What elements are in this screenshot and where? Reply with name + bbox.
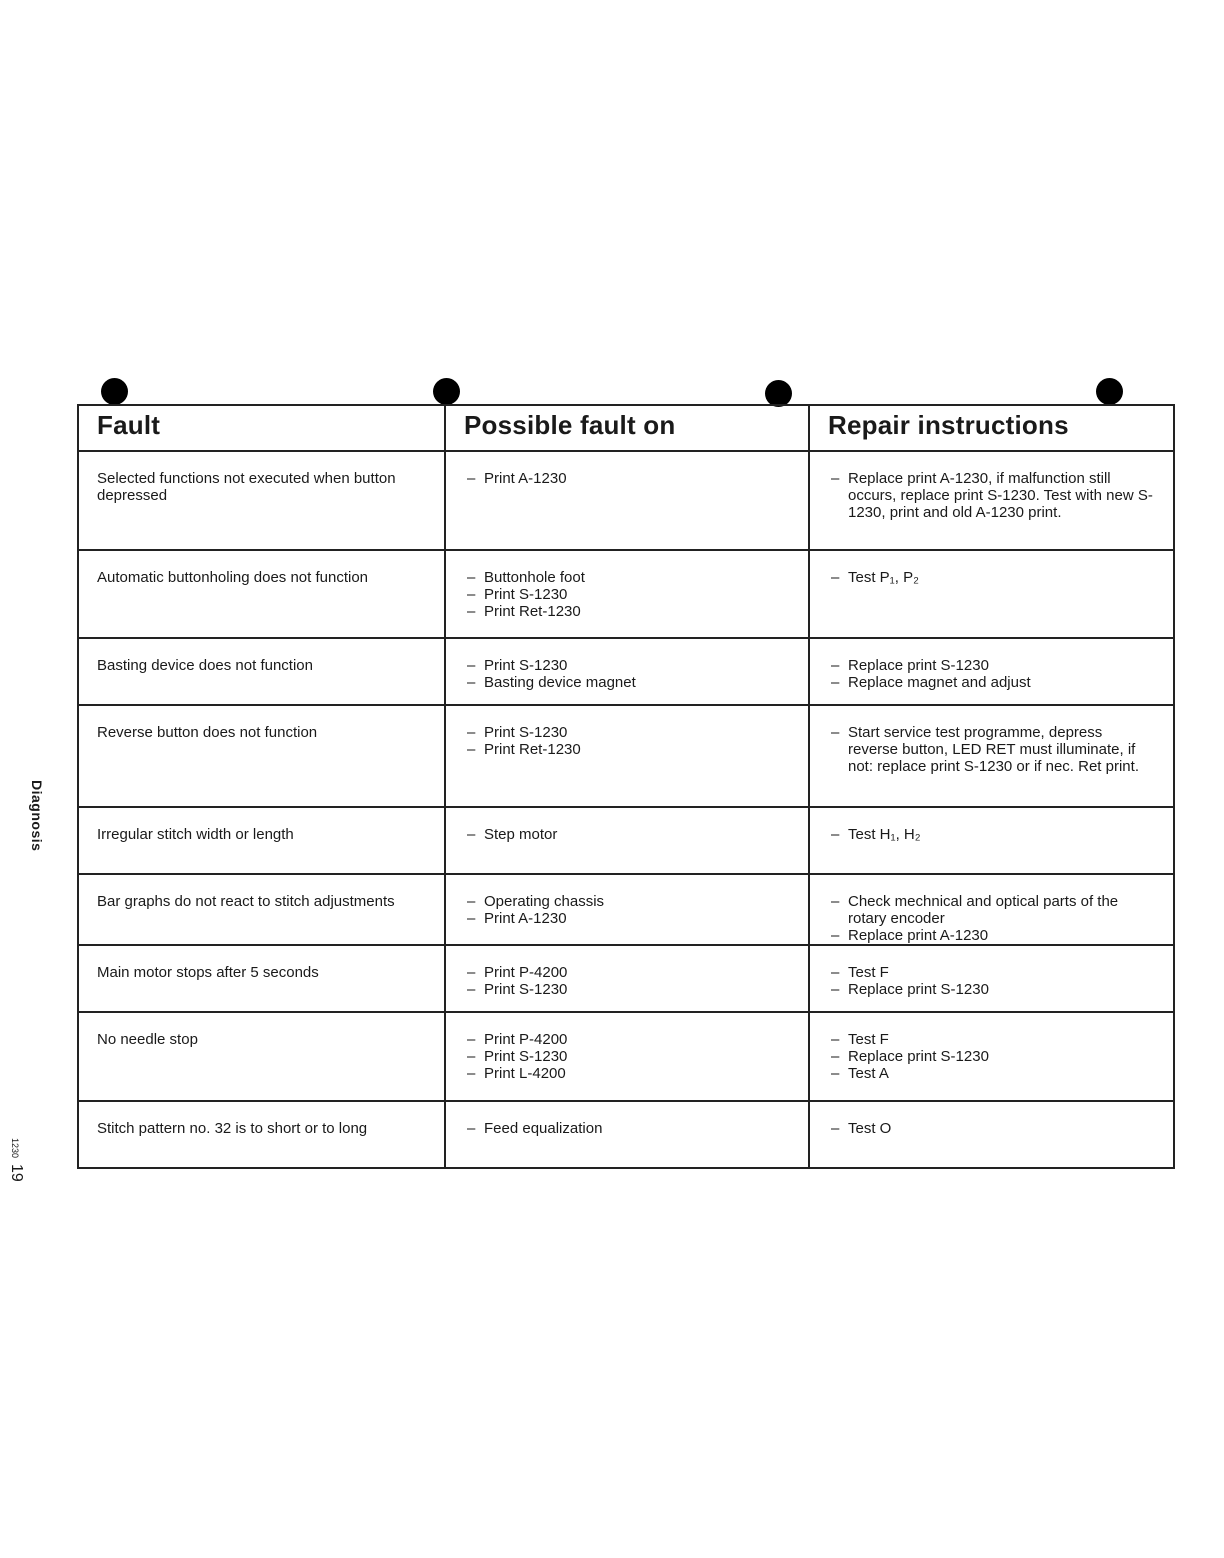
fault-cell: Reverse button does not function <box>78 705 445 807</box>
header-row <box>78 405 1174 451</box>
repair-cell <box>809 638 1174 705</box>
punch-hole <box>101 378 128 405</box>
header-possible-fault: Possible fault on <box>445 405 809 451</box>
page-footer <box>7 1138 25 1182</box>
repair-cell <box>809 451 1174 550</box>
repair-list <box>831 1120 1155 1137</box>
fault-cell: Basting device does not function <box>78 638 445 705</box>
cause-item: – Print A-1230 <box>467 470 790 487</box>
repair-item: – Replace print A-1230, if malfunction still occurs, replace print S-1230. Test with new S-1230, print and old A-1230 print. <box>831 470 1155 521</box>
repair-list <box>831 724 1155 775</box>
cause-item: – Operating chassis <box>467 893 790 910</box>
model-number: 1230 <box>10 1138 20 1159</box>
fault-table <box>77 404 1175 1169</box>
fault-cell: Irregular stitch width or length <box>78 807 445 874</box>
cause-list <box>467 826 790 843</box>
cause-list <box>467 657 790 691</box>
cause-item: – Print L-4200 <box>467 1065 790 1082</box>
repair-cell <box>809 705 1174 807</box>
repair-item: – Test F <box>831 1031 1155 1048</box>
repair-cell <box>809 807 1174 874</box>
repair-item: – Replace print S-1230 <box>831 1048 1155 1065</box>
cause-item: – Feed equalization <box>467 1120 790 1137</box>
repair-cell <box>809 945 1174 1012</box>
repair-item: – Replace magnet and adjust <box>831 674 1155 691</box>
repair-cell <box>809 874 1174 945</box>
repair-item: – Replace print A-1230 <box>831 927 1155 944</box>
fault-cell: Stitch pattern no. 32 is to short or to long <box>78 1101 445 1168</box>
cause-item: – Print S-1230 <box>467 657 790 674</box>
cause-item: – Print P-4200 <box>467 1031 790 1048</box>
repair-list <box>831 964 1155 998</box>
cause-list <box>467 470 790 487</box>
cause-list <box>467 964 790 998</box>
header-repair: Repair instructions <box>809 405 1174 451</box>
cause-item: – Print S-1230 <box>467 1048 790 1065</box>
cause-cell <box>445 807 809 874</box>
header-fault: Fault <box>78 405 445 451</box>
fault-cell: Bar graphs do not react to stitch adjustments <box>78 874 445 945</box>
repair-cell <box>809 1101 1174 1168</box>
cause-item: – Print S-1230 <box>467 586 790 603</box>
punch-hole <box>433 378 460 405</box>
table-row <box>78 638 1174 705</box>
punch-hole <box>765 380 792 407</box>
repair-list <box>831 893 1155 944</box>
cause-list <box>467 893 790 927</box>
cause-cell <box>445 945 809 1012</box>
cause-item: – Print S-1230 <box>467 981 790 998</box>
page-number: 19 <box>8 1164 25 1182</box>
repair-item: – Test H₁, H₂ <box>831 826 1155 843</box>
table-row <box>78 550 1174 638</box>
cause-item: – Basting device magnet <box>467 674 790 691</box>
repair-item: – Test F <box>831 964 1155 981</box>
cause-item: – Print S-1230 <box>467 724 790 741</box>
cause-cell <box>445 705 809 807</box>
repair-cell <box>809 1012 1174 1101</box>
table-row <box>78 705 1174 807</box>
fault-cell: Selected functions not executed when button depressed <box>78 451 445 550</box>
repair-item: – Test O <box>831 1120 1155 1137</box>
cause-item: – Print Ret-1230 <box>467 741 790 758</box>
repair-list <box>831 569 1155 586</box>
table-row <box>78 874 1174 945</box>
cause-cell <box>445 1012 809 1101</box>
table-body <box>78 451 1174 1168</box>
cause-item: – Print Ret-1230 <box>467 603 790 620</box>
repair-list <box>831 470 1155 521</box>
fault-cell: Main motor stops after 5 seconds <box>78 945 445 1012</box>
table-row <box>78 1012 1174 1101</box>
table-row <box>78 807 1174 874</box>
table-row <box>78 945 1174 1012</box>
cause-item: – Step motor <box>467 826 790 843</box>
punch-hole <box>1096 378 1123 405</box>
cause-item: – Print A-1230 <box>467 910 790 927</box>
repair-list <box>831 826 1155 843</box>
fault-cell: No needle stop <box>78 1012 445 1101</box>
cause-item: – Buttonhole foot <box>467 569 790 586</box>
cause-cell <box>445 638 809 705</box>
repair-item: – Check mechnical and optical parts of the rotary encoder <box>831 893 1155 927</box>
cause-list <box>467 724 790 758</box>
fault-cell: Automatic buttonholing does not function <box>78 550 445 638</box>
table-row <box>78 1101 1174 1168</box>
cause-list <box>467 1120 790 1137</box>
repair-cell <box>809 550 1174 638</box>
repair-item: – Test A <box>831 1065 1155 1082</box>
repair-list <box>831 1031 1155 1082</box>
table-row <box>78 451 1174 550</box>
cause-cell <box>445 451 809 550</box>
repair-item: – Test P₁, P₂ <box>831 569 1155 586</box>
cause-cell <box>445 550 809 638</box>
repair-item: – Start service test programme, depress reverse button, LED RET must illuminate, if not: replace print S-1230 or if nec. Ret print. <box>831 724 1155 775</box>
repair-list <box>831 657 1155 691</box>
cause-list <box>467 569 790 620</box>
repair-item: – Replace print S-1230 <box>831 981 1155 998</box>
cause-cell <box>445 874 809 945</box>
cause-list <box>467 1031 790 1082</box>
repair-item: – Replace print S-1230 <box>831 657 1155 674</box>
cause-cell <box>445 1101 809 1168</box>
section-label: Diagnosis <box>29 780 45 852</box>
cause-item: – Print P-4200 <box>467 964 790 981</box>
